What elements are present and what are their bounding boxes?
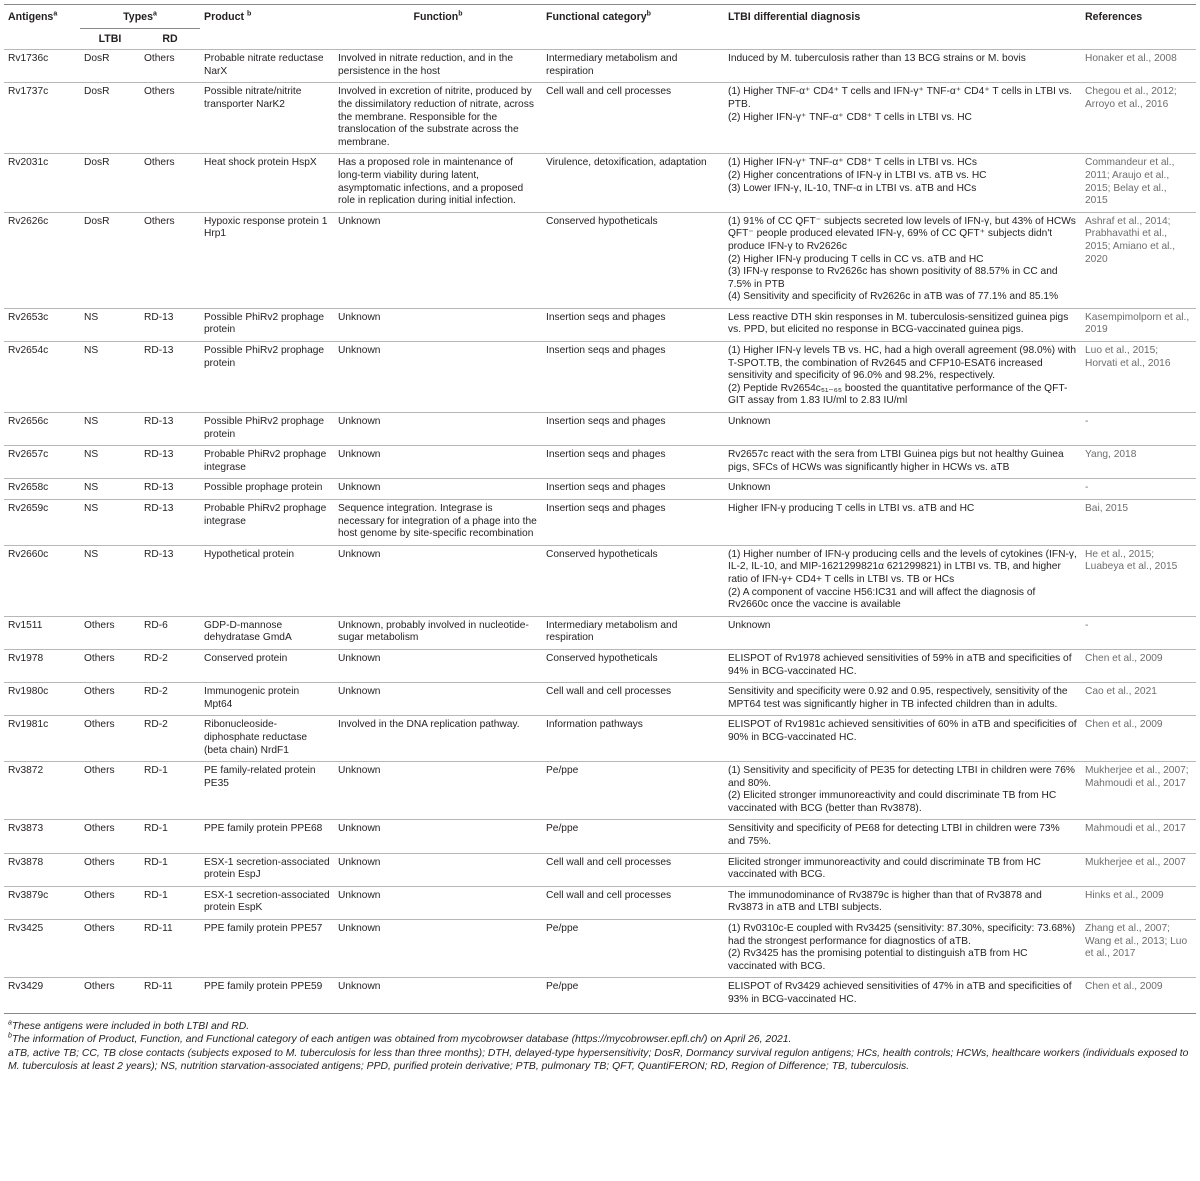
cell-antigen: Rv3873 [4, 820, 80, 853]
diagnosis-line: (1) Rv0310c-E coupled with Rv3425 (sensitivity: 87.30%, specificity: 73.68%) had the strongest performance for diagnostics of aTB. [728, 923, 1076, 947]
cell-ltbi-diagnosis [724, 762, 1081, 820]
cell-ltbi-diagnosis [724, 853, 1081, 886]
cell-functional-category: Conserved hypotheticals [542, 212, 724, 308]
diagnosis-line: (1) Sensitivity and specificity of PE35 for detecting LTBI in children were 76% and 80%. [728, 765, 1075, 789]
cell-antigen: Rv3879c [4, 886, 80, 919]
cell-ltbi-diagnosis [724, 446, 1081, 479]
cell-rd-type: Others [140, 83, 200, 154]
cell-ltbi-type: Others [80, 920, 140, 978]
cell-functional-category: Pe/ppe [542, 978, 724, 1011]
table-row [4, 683, 1196, 716]
cell-functional-category: Insertion seqs and phages [542, 308, 724, 341]
table-row [4, 762, 1196, 820]
footnote-abbreviations: aTB, active TB; CC, TB close contacts (subjects exposed to M. tuberculosis for less than three months); DTH, delayed-type hypersensitivity; DosR, Dormancy survival regulon antigens; HCs, health controls; HCWs, healthcare workers (individuals exposed to M. tuberculosis at least 2 years); NS, nutrition starvation-associated antigens; PPD, purified protein derivative; PTB, pulmonary TB; QFT, QuantiFERON; RD, Region of Difference; TB, tuberculosis. [8, 1047, 1189, 1073]
cell-ltbi-diagnosis [724, 212, 1081, 308]
cell-product: Hypoxic response protein 1 Hrp1 [200, 212, 334, 308]
cell-product: Possible PhiRv2 prophage protein [200, 308, 334, 341]
cell-antigen: Rv3425 [4, 920, 80, 978]
cell-rd-type: Others [140, 50, 200, 83]
diagnosis-line: Less reactive DTH skin responses in M. tuberculosis-sensitized guinea pigs vs. PPD, but elicited no response in BCG-vaccinated guinea pigs. [728, 311, 1069, 336]
cell-antigen: Rv2659c [4, 500, 80, 546]
cell-ltbi-type: NS [80, 479, 140, 500]
cell-functional-category: Cell wall and cell processes [542, 683, 724, 716]
header-function: Function$^b$ [334, 5, 542, 29]
cell-function: Unknown [334, 978, 542, 1011]
table-row [4, 616, 1196, 649]
cell-antigen: Rv2653c [4, 308, 80, 341]
cell-rd-type: RD-11 [140, 978, 200, 1011]
diagnosis-line: (3) IFN-γ response to Rv2626c has shown positivity of 88.57% in CC and 7.5% in PTB [728, 266, 1058, 290]
diagnosis-line: (2) A component of vaccine H56:IC31 and will affect the diagnosis of Rv2660c once the vaccine is available [728, 586, 1036, 611]
cell-product: Heat shock protein HspX [200, 154, 334, 212]
cell-references: Chegou et al., 2012; Arroyo et al., 2016 [1081, 83, 1196, 154]
cell-ltbi-type: DosR [80, 212, 140, 308]
diagnosis-line: Unknown [728, 416, 771, 428]
cell-references: Chen et al., 2009 [1081, 716, 1196, 762]
table-row [4, 716, 1196, 762]
diagnosis-line: Rv2657c react with the sera from LTBI Guinea pigs but not healthy Guinea pigs, SFCs of HCWs was significantly higher in HCWs vs. aTB [728, 449, 1064, 473]
cell-product: Probable PhiRv2 prophage integrase [200, 500, 334, 546]
header-functional-category: Functional category$^b$ [542, 5, 724, 29]
diagnosis-line: (2) Rv3425 has the promising potential to distinguish aTB from HC vaccinated with BCG. [728, 948, 1028, 972]
cell-references: - [1081, 616, 1196, 649]
cell-function: Unknown [334, 308, 542, 341]
diagnosis-line: (2) Elicited stronger immunoreactivity and could discriminate TB from HC vaccinated with BCG (better than Rv3878). [728, 790, 1057, 814]
cell-references: Chen et al., 2009 [1081, 649, 1196, 682]
diagnosis-line: ELISPOT of Rv1981c achieved sensitivities of 60% in aTB and specificities of 90% in BCG-vaccinated HC. [728, 719, 1077, 743]
cell-function: Sequence integration. Integrase is necessary for integration of a phage into the host genome by site-specific recombination [334, 500, 542, 546]
cell-function: Unknown [334, 886, 542, 919]
table-row [4, 479, 1196, 500]
cell-product: Ribonucleoside-diphosphate reductase (beta chain) NrdF1 [200, 716, 334, 762]
cell-rd-type: RD-1 [140, 853, 200, 886]
cell-ltbi-type: DosR [80, 154, 140, 212]
cell-function: Unknown [334, 479, 542, 500]
diagnosis-line: (2) Higher concentrations of IFN-γ in LTBI vs. aTB vs. HC [728, 169, 987, 181]
cell-functional-category: Insertion seqs and phages [542, 446, 724, 479]
cell-function: Involved in excretion of nitrite, produced by the dissimilatory reduction of nitrate, across the membrane. Responsible for the translocation of the substrate across the membrane. [334, 83, 542, 154]
cell-ltbi-type: NS [80, 413, 140, 446]
diagnosis-line: Unknown [728, 482, 771, 494]
cell-ltbi-type: NS [80, 446, 140, 479]
cell-function: Unknown [334, 920, 542, 978]
diagnosis-line: (1) Higher TNF-α⁺ CD4⁺ T cells and IFN-γ⁺ TNF-α⁺ CD4⁺ T cells in LTBI vs. PTB. [728, 86, 1072, 110]
cell-references: Ashraf et al., 2014; Prabhavathi et al., 2015; Amiano et al., 2020 [1081, 212, 1196, 308]
cell-functional-category: Intermediary metabolism and respiration [542, 616, 724, 649]
cell-product: Probable nitrate reductase NarX [200, 50, 334, 83]
cell-product: PE family-related protein PE35 [200, 762, 334, 820]
table-row [4, 820, 1196, 853]
table-body [4, 50, 1196, 1011]
table-row [4, 545, 1196, 616]
cell-antigen: Rv1978 [4, 649, 80, 682]
cell-rd-type: RD-13 [140, 545, 200, 616]
cell-product: Possible PhiRv2 prophage protein [200, 342, 334, 413]
table-row [4, 308, 1196, 341]
cell-references: Cao et al., 2021 [1081, 683, 1196, 716]
cell-ltbi-diagnosis [724, 886, 1081, 919]
cell-function: Unknown [334, 446, 542, 479]
cell-ltbi-diagnosis [724, 920, 1081, 978]
diagnosis-line: (2) Peptide Rv2654c₅₁₋₆₅ boosted the quantitative performance of the QFT-GIT assay from 1.83 IU/ml to 2.83 IU/ml [728, 382, 1068, 407]
cell-function: Unknown [334, 212, 542, 308]
cell-ltbi-diagnosis [724, 683, 1081, 716]
cell-functional-category: Pe/ppe [542, 762, 724, 820]
cell-ltbi-type: Others [80, 762, 140, 820]
cell-function: Has a proposed role in maintenance of long-term viability during latent, asymptomatic infections, and a proposed role in replication during initial infection. [334, 154, 542, 212]
cell-function: Unknown [334, 342, 542, 413]
cell-function: Involved in the DNA replication pathway. [334, 716, 542, 762]
cell-product: PPE family protein PPE59 [200, 978, 334, 1011]
cell-antigen: Rv1511 [4, 616, 80, 649]
cell-antigen: Rv2657c [4, 446, 80, 479]
cell-product: Possible PhiRv2 prophage protein [200, 413, 334, 446]
diagnosis-line: ELISPOT of Rv3429 achieved sensitivities of 47% in aTB and specificities of 93% in BCG-vaccinated HC. [728, 981, 1072, 1005]
cell-functional-category: Insertion seqs and phages [542, 342, 724, 413]
cell-functional-category: Virulence, detoxification, adaptation [542, 154, 724, 212]
cell-ltbi-type: NS [80, 342, 140, 413]
cell-ltbi-diagnosis [724, 820, 1081, 853]
diagnosis-line: (1) Higher number of IFN-γ producing cells and the levels of cytokines (IFN-γ, IL-2, IL-10, and MIP-1621299821α 621299821) in LTBI vs. TB, and higher ratio of IFN-γ+ CD4+ T cells in LTBI vs. TB or HCs [728, 548, 1077, 585]
footnote-a: $^a$These antigens were included in both LTBI and RD. [8, 1019, 250, 1032]
table-footnotes [4, 1013, 1196, 1074]
cell-rd-type: RD-13 [140, 500, 200, 546]
diagnosis-line: (2) Higher IFN-γ⁺ TNF-α⁺ CD8⁺ T cells in LTBI vs. HC [728, 111, 972, 123]
cell-product: Possible nitrate/nitrite transporter NarK2 [200, 83, 334, 154]
cell-function: Unknown [334, 545, 542, 616]
cell-functional-category: Insertion seqs and phages [542, 479, 724, 500]
cell-function: Involved in nitrate reduction, and in the persistence in the host [334, 50, 542, 83]
diagnosis-line: Sensitivity and specificity of PE68 for detecting LTBI in children were 73% and 75%. [728, 823, 1060, 848]
table-row [4, 83, 1196, 154]
cell-ltbi-type: Others [80, 886, 140, 919]
cell-references: Chen et al., 2009 [1081, 978, 1196, 1011]
cell-antigen: Rv2658c [4, 479, 80, 500]
cell-rd-type: RD-2 [140, 716, 200, 762]
diagnosis-line: Sensitivity and specificity were 0.92 and 0.95, respectively, sensitivity of the MPT64 test was significantly higher in TB infected children than in adults. [728, 686, 1068, 710]
cell-ltbi-type: DosR [80, 50, 140, 83]
cell-ltbi-type: DosR [80, 83, 140, 154]
cell-product: PPE family protein PPE57 [200, 920, 334, 978]
cell-ltbi-type: Others [80, 716, 140, 762]
table-row [4, 154, 1196, 212]
cell-references: Mukherjee et al., 2007; Mahmoudi et al., 2017 [1081, 762, 1196, 820]
cell-references: Kasempimolporn et al., 2019 [1081, 308, 1196, 341]
diagnosis-line: (1) 91% of CC QFT⁻ subjects secreted low levels of IFN-γ, but 43% of HCWs QFT⁻ people produced elevated IFN-γ, 69% of CC QFT⁺ subjects didn't produce IFN-γ to Rv2626c [728, 215, 1076, 252]
cell-references: Honaker et al., 2008 [1081, 50, 1196, 83]
cell-rd-type: RD-11 [140, 920, 200, 978]
cell-function: Unknown [334, 683, 542, 716]
cell-product: Hypothetical protein [200, 545, 334, 616]
cell-antigen: Rv1981c [4, 716, 80, 762]
cell-references: Commandeur et al., 2011; Araujo et al., 2015; Belay et al., 2015 [1081, 154, 1196, 212]
cell-antigen: Rv2656c [4, 413, 80, 446]
table-row [4, 50, 1196, 83]
cell-product: Possible prophage protein [200, 479, 334, 500]
table-row [4, 920, 1196, 978]
cell-functional-category: Pe/ppe [542, 820, 724, 853]
cell-product: Conserved protein [200, 649, 334, 682]
cell-rd-type: RD-13 [140, 446, 200, 479]
cell-functional-category: Cell wall and cell processes [542, 886, 724, 919]
cell-functional-category: Insertion seqs and phages [542, 500, 724, 546]
header-types: Types$^a$ [80, 5, 200, 29]
diagnosis-line: (1) Higher IFN-γ⁺ TNF-α⁺ CD8⁺ T cells in LTBI vs. HCs [728, 157, 978, 169]
diagnosis-line: (2) Higher IFN-γ producing T cells in CC vs. aTB and HC [728, 253, 984, 265]
table-row [4, 413, 1196, 446]
cell-rd-type: RD-1 [140, 820, 200, 853]
cell-function: Unknown [334, 820, 542, 853]
cell-ltbi-diagnosis [724, 308, 1081, 341]
cell-antigen: Rv1980c [4, 683, 80, 716]
cell-rd-type: RD-2 [140, 683, 200, 716]
cell-ltbi-diagnosis [724, 83, 1081, 154]
antigen-table [4, 4, 1196, 1011]
cell-functional-category: Intermediary metabolism and respiration [542, 50, 724, 83]
cell-antigen: Rv2626c [4, 212, 80, 308]
cell-ltbi-diagnosis [724, 649, 1081, 682]
cell-ltbi-type: Others [80, 649, 140, 682]
cell-rd-type: RD-13 [140, 413, 200, 446]
cell-ltbi-type: Others [80, 978, 140, 1011]
cell-product: Immunogenic protein Mpt64 [200, 683, 334, 716]
cell-ltbi-diagnosis [724, 978, 1081, 1011]
table-row [4, 649, 1196, 682]
subheader-row [4, 28, 1196, 50]
cell-functional-category: Cell wall and cell processes [542, 853, 724, 886]
cell-function: Unknown [334, 649, 542, 682]
cell-antigen: Rv2031c [4, 154, 80, 212]
cell-product: Probable PhiRv2 prophage integrase [200, 446, 334, 479]
diagnosis-line: (4) Sensitivity and specificity of Rv2626c in aTB was of 77.1% and 85.1% [728, 291, 1059, 303]
cell-ltbi-type: Others [80, 616, 140, 649]
cell-rd-type: RD-13 [140, 479, 200, 500]
diagnosis-line: (3) Lower IFN-γ, IL-10, TNF-α in LTBI vs. aTB and HCs [728, 182, 977, 194]
cell-product: PPE family protein PPE68 [200, 820, 334, 853]
cell-ltbi-type: NS [80, 308, 140, 341]
cell-references: - [1081, 413, 1196, 446]
table-row [4, 342, 1196, 413]
cell-ltbi-type: Others [80, 853, 140, 886]
header-antigens: Antigens$^a$ [4, 5, 80, 29]
cell-function: Unknown [334, 762, 542, 820]
diagnosis-line: The immunodominance of Rv3879c is higher than that of Rv3878 and Rv3873 in aTB and LTBI subjects. [728, 889, 1042, 914]
cell-function: Unknown [334, 413, 542, 446]
header-rd: RD [162, 32, 178, 45]
cell-rd-type: RD-13 [140, 342, 200, 413]
cell-ltbi-type: NS [80, 500, 140, 546]
cell-rd-type: RD-13 [140, 308, 200, 341]
diagnosis-line: Induced by M. tuberculosis rather than 13 BCG strains or M. bovis [728, 53, 1026, 65]
header-references: References [1081, 5, 1196, 29]
cell-functional-category: Information pathways [542, 716, 724, 762]
cell-functional-category: Pe/ppe [542, 920, 724, 978]
cell-ltbi-diagnosis [724, 413, 1081, 446]
cell-functional-category: Conserved hypotheticals [542, 649, 724, 682]
diagnosis-line: Elicited stronger immunoreactivity and could discriminate TB from HC vaccinated with BCG. [728, 856, 1041, 881]
cell-references: Luo et al., 2015; Horvati et al., 2016 [1081, 342, 1196, 413]
cell-references: Yang, 2018 [1081, 446, 1196, 479]
cell-ltbi-diagnosis [724, 342, 1081, 413]
cell-rd-type: RD-6 [140, 616, 200, 649]
cell-rd-type: Others [140, 154, 200, 212]
cell-function: Unknown [334, 853, 542, 886]
table-row [4, 500, 1196, 546]
cell-ltbi-diagnosis [724, 154, 1081, 212]
table-row [4, 978, 1196, 1011]
cell-product: ESX-1 secretion-associated protein EspK [200, 886, 334, 919]
diagnosis-line: Higher IFN-γ producing T cells in LTBI vs. aTB and HC [728, 503, 975, 514]
cell-ltbi-diagnosis [724, 500, 1081, 546]
cell-rd-type: Others [140, 212, 200, 308]
cell-ltbi-type: NS [80, 545, 140, 616]
cell-references: Mahmoudi et al., 2017 [1081, 820, 1196, 853]
cell-antigen: Rv2654c [4, 342, 80, 413]
cell-antigen: Rv2660c [4, 545, 80, 616]
header-ltbi: LTBI [98, 32, 122, 45]
cell-references: Mukherjee et al., 2007 [1081, 853, 1196, 886]
cell-antigen: Rv1736c [4, 50, 80, 83]
cell-antigen: Rv3429 [4, 978, 80, 1011]
cell-references: - [1081, 479, 1196, 500]
cell-ltbi-diagnosis [724, 479, 1081, 500]
header-row [4, 5, 1196, 29]
cell-rd-type: RD-2 [140, 649, 200, 682]
cell-rd-type: RD-1 [140, 762, 200, 820]
cell-functional-category: Conserved hypotheticals [542, 545, 724, 616]
cell-ltbi-diagnosis [724, 716, 1081, 762]
table-row [4, 212, 1196, 308]
cell-ltbi-diagnosis [724, 616, 1081, 649]
cell-references: He et al., 2015; Luabeya et al., 2015 [1081, 545, 1196, 616]
cell-functional-category: Cell wall and cell processes [542, 83, 724, 154]
cell-ltbi-diagnosis [724, 545, 1081, 616]
cell-rd-type: RD-1 [140, 886, 200, 919]
table-row [4, 446, 1196, 479]
cell-product: ESX-1 secretion-associated protein EspJ [200, 853, 334, 886]
header-ltbi-diagnosis: LTBI differential diagnosis [724, 5, 1081, 29]
cell-references: Hinks et al., 2009 [1081, 886, 1196, 919]
diagnosis-line: (1) Higher IFN-γ levels TB vs. HC, had a high overall agreement (98.0%) with T-SPOT.TB, the combination of Rv2645 and CFP10-ESAT6 increased sensitivity and specificity of 96.0% and 98.2%, respectively. [728, 345, 1077, 382]
cell-antigen: Rv3872 [4, 762, 80, 820]
table-row [4, 886, 1196, 919]
cell-ltbi-diagnosis [724, 50, 1081, 83]
cell-functional-category: Insertion seqs and phages [542, 413, 724, 446]
cell-references: Bai, 2015 [1081, 500, 1196, 546]
header-product: Product $^b$ [200, 5, 334, 29]
cell-ltbi-type: Others [80, 820, 140, 853]
diagnosis-line: ELISPOT of Rv1978 achieved sensitivities of 59% in aTB and specificities of 94% in BCG-vaccinated HC. [728, 652, 1072, 677]
table-row [4, 853, 1196, 886]
cell-references: Zhang et al., 2007; Wang et al., 2013; Luo et al., 2017 [1081, 920, 1196, 978]
cell-antigen: Rv1737c [4, 83, 80, 154]
cell-function: Unknown, probably involved in nucleotide-sugar metabolism [334, 616, 542, 649]
footnote-b: $^b$The information of Product, Function, and Functional category of each antigen was obtained from mycobrowser database (https://mycobrowser.epfl.ch/) on April 26, 2021. [8, 1032, 792, 1046]
cell-antigen: Rv3878 [4, 853, 80, 886]
cell-product: GDP-D-mannose dehydratase GmdA [200, 616, 334, 649]
cell-ltbi-type: Others [80, 683, 140, 716]
diagnosis-line: Unknown [728, 619, 771, 631]
